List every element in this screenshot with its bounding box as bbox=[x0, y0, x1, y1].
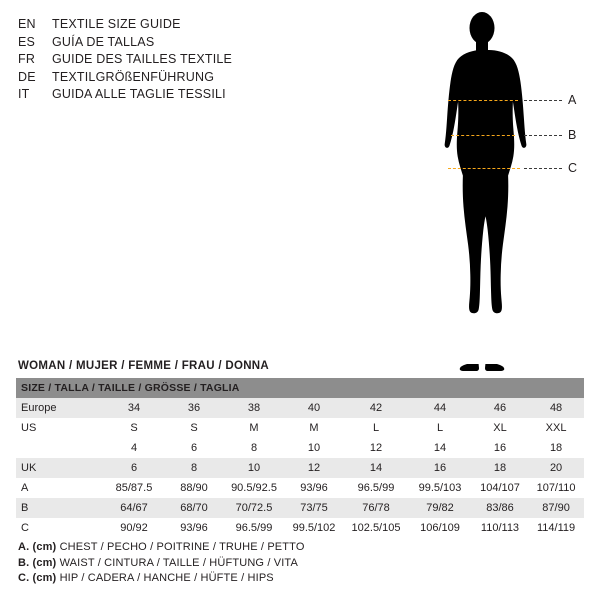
cell: 8 bbox=[164, 458, 224, 478]
cell: 96.5/99 bbox=[344, 478, 408, 498]
table-row bbox=[16, 458, 584, 478]
cell: 6 bbox=[104, 458, 164, 478]
language-text: GUÍA DE TALLAS bbox=[52, 34, 155, 49]
cell: 90/92 bbox=[104, 518, 164, 538]
cell: 20 bbox=[528, 458, 584, 478]
language-code: ES bbox=[18, 34, 36, 49]
cell: 79/82 bbox=[408, 498, 472, 518]
body-figure bbox=[420, 8, 595, 373]
cell: 14 bbox=[408, 438, 472, 458]
note-key: C. (cm) bbox=[18, 572, 57, 584]
cell: 12 bbox=[344, 438, 408, 458]
cell: 18 bbox=[528, 438, 584, 458]
cell: 10 bbox=[284, 438, 344, 458]
cell: 42 bbox=[344, 398, 408, 418]
measure-label-c: C bbox=[568, 161, 578, 175]
note-text: CHEST / PECHO / POITRINE / TRUHE / PETTO bbox=[59, 541, 305, 553]
cell: 12 bbox=[284, 458, 344, 478]
cell: M bbox=[284, 418, 344, 438]
cell: 48 bbox=[528, 398, 584, 418]
language-row bbox=[18, 34, 318, 52]
cell: 102.5/105 bbox=[344, 518, 408, 538]
language-code: IT bbox=[18, 87, 30, 101]
table-row bbox=[16, 418, 584, 438]
cell: 8 bbox=[224, 438, 284, 458]
row-label: A bbox=[16, 478, 104, 498]
cell: 83/86 bbox=[472, 498, 528, 518]
measure-label-a: A bbox=[568, 93, 577, 107]
lead-line-b bbox=[524, 135, 562, 136]
cell: M bbox=[224, 418, 284, 438]
language-code: DE bbox=[18, 69, 36, 84]
cell: 10 bbox=[224, 458, 284, 478]
cell: 104/107 bbox=[472, 478, 528, 498]
cell: L bbox=[408, 418, 472, 438]
table-row bbox=[16, 478, 584, 498]
language-row bbox=[18, 86, 318, 104]
note-text: HIP / CADERA / HANCHE / HÜFTE / HIPS bbox=[59, 572, 274, 584]
row-label: US bbox=[16, 418, 104, 438]
cell: 70/72.5 bbox=[224, 498, 284, 518]
table-header-row bbox=[16, 378, 584, 398]
language-row bbox=[18, 69, 318, 87]
measure-line-waist bbox=[451, 135, 515, 136]
cell: 99.5/103 bbox=[408, 478, 472, 498]
cell: 93/96 bbox=[284, 478, 344, 498]
lead-line-a bbox=[524, 100, 562, 101]
cell: 14 bbox=[344, 458, 408, 478]
cell: 76/78 bbox=[344, 498, 408, 518]
cell: L bbox=[344, 418, 408, 438]
measure-line-hip bbox=[448, 168, 520, 169]
cell: 38 bbox=[224, 398, 284, 418]
note-text: WAIST / CINTURA / TAILLE / HÜFTUNG / VITA bbox=[59, 556, 298, 569]
row-label: Europe bbox=[16, 398, 104, 418]
language-code: EN bbox=[18, 17, 36, 31]
cell: 46 bbox=[472, 398, 528, 418]
table-row bbox=[16, 518, 584, 538]
cell: XL bbox=[472, 418, 528, 438]
cell: 90.5/92.5 bbox=[224, 478, 284, 498]
cell: 110/113 bbox=[472, 518, 528, 538]
language-code: FR bbox=[18, 52, 36, 66]
note-row bbox=[18, 540, 578, 556]
cell: 34 bbox=[104, 398, 164, 418]
language-header bbox=[18, 16, 318, 104]
note-row bbox=[18, 556, 578, 572]
language-row bbox=[18, 16, 318, 34]
cell: 36 bbox=[164, 398, 224, 418]
language-text: GUIDA ALLE TAGLIE TESSILI bbox=[52, 87, 226, 101]
note-key: A. (cm) bbox=[18, 541, 57, 553]
language-row bbox=[18, 51, 318, 69]
cell: 93/96 bbox=[164, 518, 224, 538]
cell: 107/110 bbox=[528, 478, 584, 498]
measurement-notes bbox=[18, 540, 578, 587]
cell: 73/75 bbox=[284, 498, 344, 518]
cell: 44 bbox=[408, 398, 472, 418]
cell: 99.5/102 bbox=[284, 518, 344, 538]
note-key: B. (cm) bbox=[18, 556, 57, 569]
cell: 68/70 bbox=[164, 498, 224, 518]
measure-line-chest bbox=[448, 100, 518, 101]
table-row bbox=[16, 498, 584, 518]
row-label: C bbox=[16, 518, 104, 538]
cell: S bbox=[164, 418, 224, 438]
size-table bbox=[16, 378, 584, 538]
table-caption: WOMAN / MUJER / FEMME / FRAU / DONNA bbox=[18, 360, 270, 372]
cell: 40 bbox=[284, 398, 344, 418]
cell: 88/90 bbox=[164, 478, 224, 498]
table-row bbox=[16, 438, 584, 458]
cell: 16 bbox=[408, 458, 472, 478]
row-label: B bbox=[16, 498, 104, 518]
row-label bbox=[16, 438, 104, 458]
note-row bbox=[18, 571, 578, 587]
cell: 106/109 bbox=[408, 518, 472, 538]
language-text: TEXTILE SIZE GUIDE bbox=[52, 17, 181, 31]
female-silhouette-icon bbox=[420, 8, 595, 373]
cell: 96.5/99 bbox=[224, 518, 284, 538]
cell: S bbox=[104, 418, 164, 438]
cell: 87/90 bbox=[528, 498, 584, 518]
cell: XXL bbox=[528, 418, 584, 438]
cell: 4 bbox=[104, 438, 164, 458]
cell: 18 bbox=[472, 458, 528, 478]
table-row bbox=[16, 398, 584, 418]
cell: 114/119 bbox=[528, 518, 584, 538]
language-text: GUIDE DES TAILLES TEXTILE bbox=[52, 52, 233, 66]
size-table-section bbox=[16, 360, 584, 538]
lead-line-c bbox=[524, 168, 562, 169]
row-label: UK bbox=[16, 458, 104, 478]
cell: 85/87.5 bbox=[104, 478, 164, 498]
table-header-label: SIZE / TALLA / TAILLE / GRÖSSE / TAGLIA bbox=[16, 378, 584, 398]
cell: 6 bbox=[164, 438, 224, 458]
measure-label-b: B bbox=[568, 128, 577, 142]
cell: 16 bbox=[472, 438, 528, 458]
cell: 64/67 bbox=[104, 498, 164, 518]
language-text: TEXTILGRÖßENFÜHRUNG bbox=[52, 69, 215, 84]
